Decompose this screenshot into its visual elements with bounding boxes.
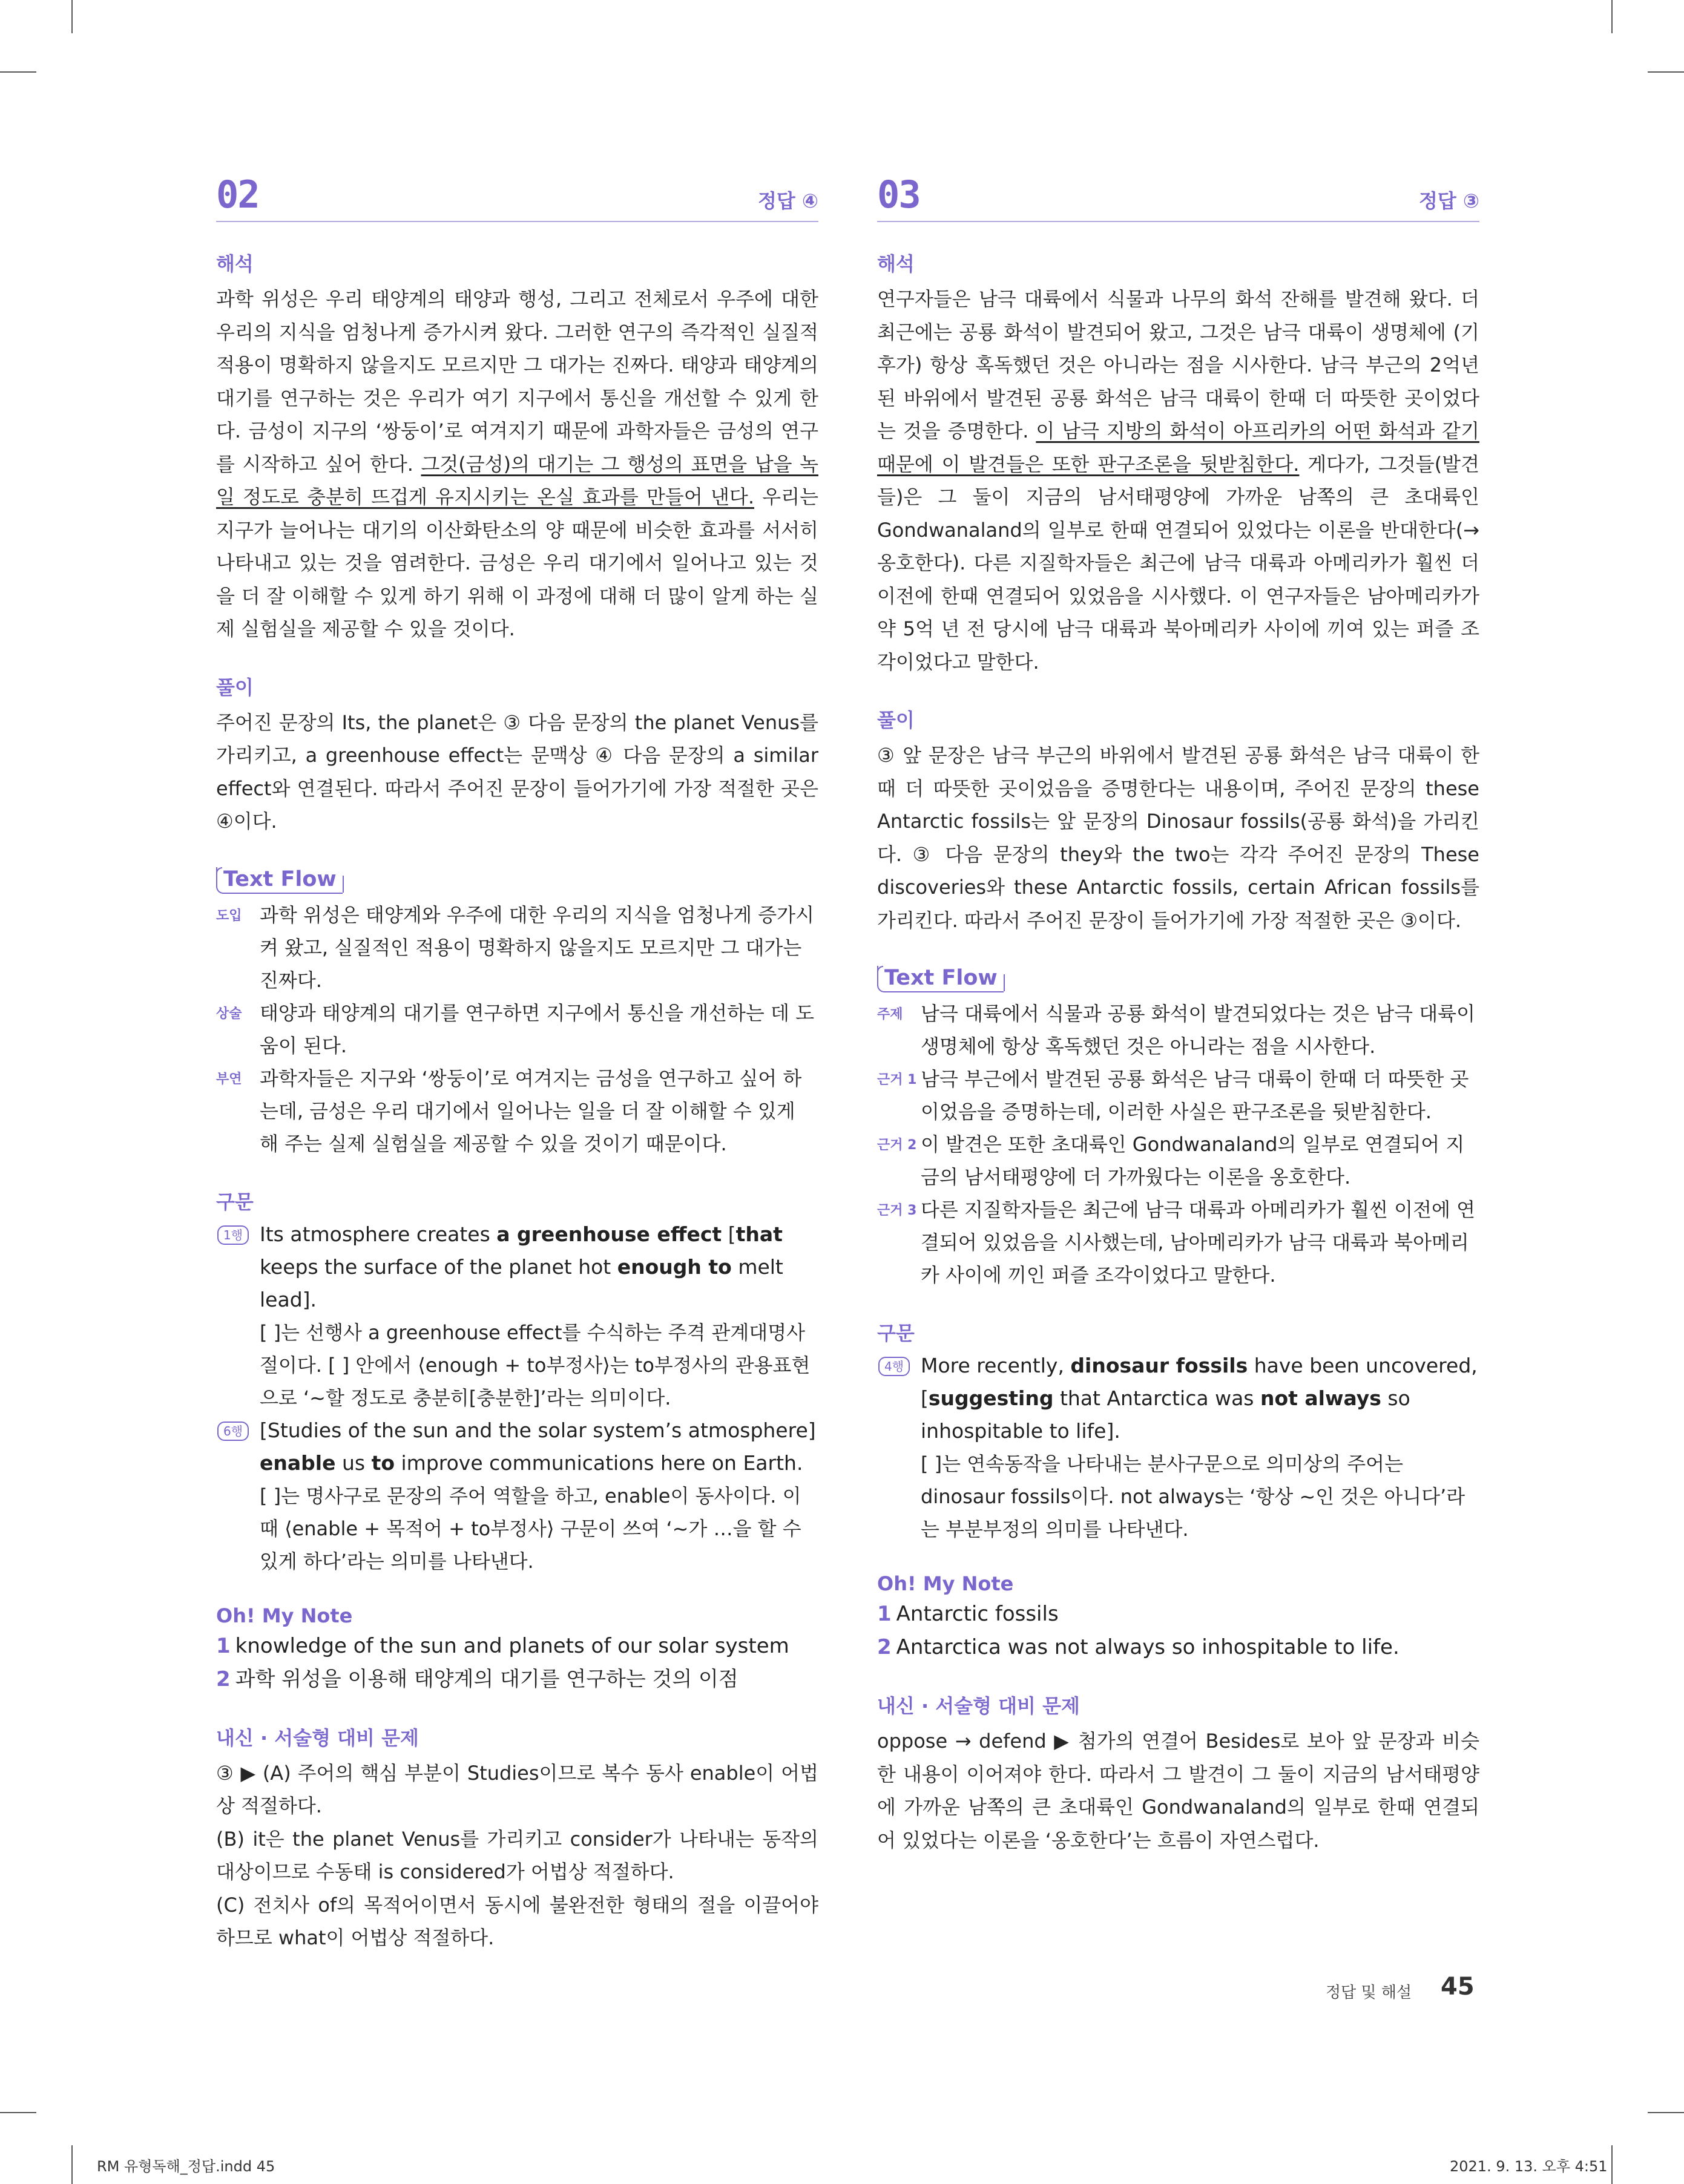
my-note-heading: Oh! My Note [877, 1572, 1014, 1595]
translation-text: 연구자들은 남극 대륙에서 식물과 나무의 화석 잔해를 발견해 왔다. 더 최근에는 공룡 화석이 발견되어 왔고, 그것은 남극 대륙이 생명체에 (기후가) 항상 혹독했던 것은 아니라는 점을 시사한다. 남극 부근의 2억년 된 바위에서 발견된 공룡 화석은 남극 대륙이 한때 더 따뜻한 곳이었다는 것을 증명한다. 이 남극 지방의 화석이 아프리카의 어떤 화석과 같기 때문에 이 발견들은 또한 판구조론을 뒷받침한다. 게다가, 그것들(발견들)은 그 둘이 지금의 남서태평양에 가까운 남쪽의 큰 초대륙인 Gondwanaland의 일부로 한때 연결되어 있었다는 이론을 반대한다(→ 옹호한다). 다른 지질학자들은 최근에 남극 대륙과 아메리카가 훨씬 더 이전에 한때 연결되어 있었음을 시사했다. 이 연구자들은 남아메리카가 약 5억 년 전 당시에 남극 대륙과 북아메리카 사이에 끼여 있는 퍼즐 조각이었다고 말한다. [877, 287, 1479, 674]
my-note-item: 1 Antarctic fossils [877, 1602, 1059, 1626]
underlined-sentence: 그것(금성)의 대기는 그 행성의 표면을 납을 녹일 정도로 충분히 뜨겁게 유지시키는 온실 효과를 만들어 낸다. [216, 452, 818, 508]
crop-mark [1648, 2112, 1684, 2113]
crop-mark [1611, 0, 1613, 33]
line-badge: 6행 [217, 1422, 249, 1441]
line-badge: 4행 [878, 1357, 910, 1376]
crop-mark [1648, 71, 1684, 73]
my-note-heading: Oh! My Note [216, 1604, 353, 1627]
exam-prep-heading: 내신 · 서술형 대비 문제 [216, 1726, 419, 1749]
print-slug-date: 2021. 9. 13. 오후 4:51 [1450, 2158, 1608, 2175]
print-slug-file: RM 유형독해_정답.indd 45 [97, 2158, 275, 2175]
grammar-item [877, 1349, 1479, 1546]
my-note-list [216, 1630, 818, 1696]
my-note-list [877, 1598, 1479, 1664]
question-number: 02 [216, 172, 259, 217]
crop-mark [0, 2112, 36, 2113]
translation-heading: 해석 [877, 252, 915, 275]
line-badge: 1행 [217, 1225, 249, 1245]
answer-label: 정답 ③ [1418, 189, 1479, 212]
explanation-text: ③ 앞 문장은 남극 부근의 바위에서 발견된 공룡 화석은 남극 대륙이 한때 더 따뜻한 곳이었음을 증명한다는 내용이며, 주어진 문장의 these Antarctic fossils는 앞 문장의 Dinosaur fossils(공룡 화석)을 가리킨다. ③ 다음 문장의 they와 the two는 각각 주어진 문장의 These discoveries와 these Antarctic fossils, certain African fossils를 가리킨다. 따라서 주어진 문장이 들어가기에 가장 적절한 곳은 ③이다. [877, 744, 1479, 932]
underlined-sentence: 이 남극 지방의 화석이 아프리카의 어떤 화석과 같기 때문에 이 발견들은 또한 판구조론을 뒷받침한다. [877, 419, 1479, 476]
grammar-heading: 구문 [216, 1190, 254, 1213]
text-flow-label: Text Flow [216, 867, 343, 894]
text-flow-label: Text Flow [877, 966, 1004, 992]
grammar-note: [ ]는 선행사 a greenhouse effect를 수식하는 주격 관계대명사절이다. [ ] 안에서 ⟨enough + to부정사⟩는 to부정사의 관용표현으로 ‘~할 정도로 충분히[충분한]’라는 의미이다. [260, 1320, 811, 1409]
page-number: 45 [1441, 1973, 1475, 2001]
question-header [877, 172, 1479, 222]
grammar-item [216, 1218, 818, 1414]
text-flow-list [877, 997, 1479, 1291]
my-note-item: 2 Antarctica was not always so inhospitable to life. [877, 1635, 1399, 1659]
text-flow-item: 상술 태양과 태양계의 대기를 연구하면 지구에서 통신을 개선하는 데 도움이 된다. [216, 1001, 815, 1057]
question-header [216, 172, 818, 222]
translation-heading: 해석 [216, 252, 254, 275]
text-flow-item: 근거 1 남극 부근에서 발견된 공룡 화석은 남극 대륙이 한때 더 따뜻한 곳이었음을 증명하는데, 이러한 사실은 판구조론을 뒷받침한다. [877, 1067, 1469, 1123]
text-flow-item: 주제 남극 대륙에서 식물과 공룡 화석이 발견되었다는 것은 남극 대륙이 생명체에 항상 혹독했던 것은 아니라는 점을 시사한다. [877, 1002, 1476, 1058]
crop-mark [0, 71, 36, 73]
grammar-sentence: Its atmosphere creates a greenhouse effect [that keeps the surface of the planet hot enough to melt lead]. [260, 1222, 783, 1311]
grammar-sentence: [Studies of the sun and the solar system’s atmosphere] enable us to improve communications here on Earth. [260, 1418, 816, 1475]
grammar-note: [ ]는 연속동작을 나타내는 분사구문으로 의미상의 주어는 dinosaur fossils이다. not always는 ‘항상 ~인 것은 아니다’라는 부분부정의 의미를 나타낸다. [921, 1452, 1465, 1541]
crop-mark [1611, 2145, 1613, 2184]
translation-text: 과학 위성은 우리 태양계의 태양과 행성, 그리고 전체로서 우주에 대한 우리의 지식을 엄청나게 증가시켜 왔다. 그러한 연구의 즉각적인 실질적 적용이 명확하지 않을지도 모르지만 그 대가는 진짜다. 태양과 태양계의 대기를 연구하는 것은 우리가 여기 지구에서 통신을 개선할 수 있게 한다. 금성이 지구의 ‘쌍둥이’로 여겨지기 때문에 과학자들은 금성의 연구를 시작하고 싶어 한다. 그것(금성)의 대기는 그 행성의 표면을 납을 녹일 정도로 충분히 뜨겁게 유지시키는 온실 효과를 만들어 낸다. 우리는 지구가 늘어나는 대기의 이산화탄소의 양 때문에 비슷한 효과를 서서히 나타내고 있는 것을 염려한다. 금성은 우리 대기에서 일어나고 있는 것을 더 잘 이해할 수 있게 하기 위해 이 과정에 대해 더 많이 알게 하는 실제 실험실을 제공할 수 있을 것이다. [216, 287, 818, 640]
my-note-item: 1 knowledge of the sun and planets of our solar system [216, 1633, 789, 1658]
text-flow-item: 도입 과학 위성은 태양계와 우주에 대한 우리의 지식을 엄청나게 증가시켜 왔고, 실질적인 적용이 명확하지 않을지도 모르지만 그 대가는 진짜다. [216, 903, 815, 992]
question-number: 03 [877, 172, 920, 217]
crop-mark [71, 2145, 73, 2184]
crop-mark [71, 0, 73, 33]
footer-label: 정답 및 해설 [1326, 1984, 1412, 2002]
grammar-note: [ ]는 명사구로 문장의 주어 역할을 하고, enable이 동사이다. 이때 ⟨enable + 목적어 + to부정사⟩ 구문이 쓰여 ‘~가 …을 할 수 있게 하다’라는 의미를 나타낸다. [260, 1484, 801, 1573]
text-flow-list [216, 899, 818, 1160]
explanation-heading: 풀이 [877, 709, 915, 732]
text-flow-item: 부연 과학자들은 지구와 ‘쌍둥이’로 여겨지는 금성을 연구하고 싶어 하는데, 금성은 우리 대기에서 일어나는 일을 더 잘 이해할 수 있게 해 주는 실제 실험실을 제공할 수 있을 것이기 때문이다. [216, 1066, 802, 1155]
grammar-item [216, 1414, 818, 1578]
explanation-text: 주어진 문장의 Its, the planet은 ③ 다음 문장의 the planet Venus를 가리키고, a greenhouse effect는 문맥상 ④ 다음 문장의 a similar effect와 연결된다. 따라서 주어진 문장이 들어가기에 가장 적절한 곳은 ④이다. [216, 710, 818, 833]
exam-prep-heading: 내신 · 서술형 대비 문제 [877, 1694, 1080, 1717]
explanation-heading: 풀이 [216, 675, 254, 699]
text-flow-item: 근거 2 이 발견은 또한 초대륙인 Gondwanaland의 일부로 연결되어 지금의 남서태평양에 더 가까웠다는 이론을 옹호한다. [877, 1133, 1465, 1189]
grammar-heading: 구문 [877, 1322, 915, 1345]
exam-prep-text: ③ ▶ (A) 주어의 핵심 부분이 Studies이므로 복수 동사 enable이 어법상 적절하다. (B) it은 the planet Venus를 가리키고 consider가 나타내는 동작의 대상이므로 수동태 is considered가 어법상 적절하다. (C) 전치사 of의 목적어이면서 동시에 불완전한 형태의 절을 이끌어야 하므로 what이 어법상 적절하다. [216, 1761, 818, 1949]
text-flow-item: 근거 3 다른 지질학자들은 최근에 남극 대륙과 아메리카가 훨씬 이전에 연결되어 있었음을 시사했는데, 남아메리카가 남극 대륙과 북아메리카 사이에 끼인 퍼즐 조각이었다고 말한다. [877, 1198, 1476, 1287]
question-03-column [877, 172, 1479, 1857]
grammar-sentence: More recently, dinosaur fossils have been uncovered, [suggesting that Antarctica was not always so inhospitable to life]. [921, 1354, 1478, 1443]
my-note-item: 2 과학 위성을 이용해 태양계의 대기를 연구하는 것의 이점 [216, 1667, 738, 1691]
answer-label: 정답 ④ [757, 189, 818, 212]
question-02-column [216, 172, 818, 1955]
exam-prep-text: oppose → defend ▶ 첨가의 연결어 Besides로 보아 앞 문장과 비슷한 내용이 이어져야 한다. 따라서 그 발견이 그 둘이 지금의 남서태평양에 가까운 남쪽의 큰 초대륙인 Gondwanaland의 일부로 한때 연결되어 있었다는 이론을 ‘옹호한다’는 흐름이 자연스럽다. [877, 1730, 1479, 1852]
